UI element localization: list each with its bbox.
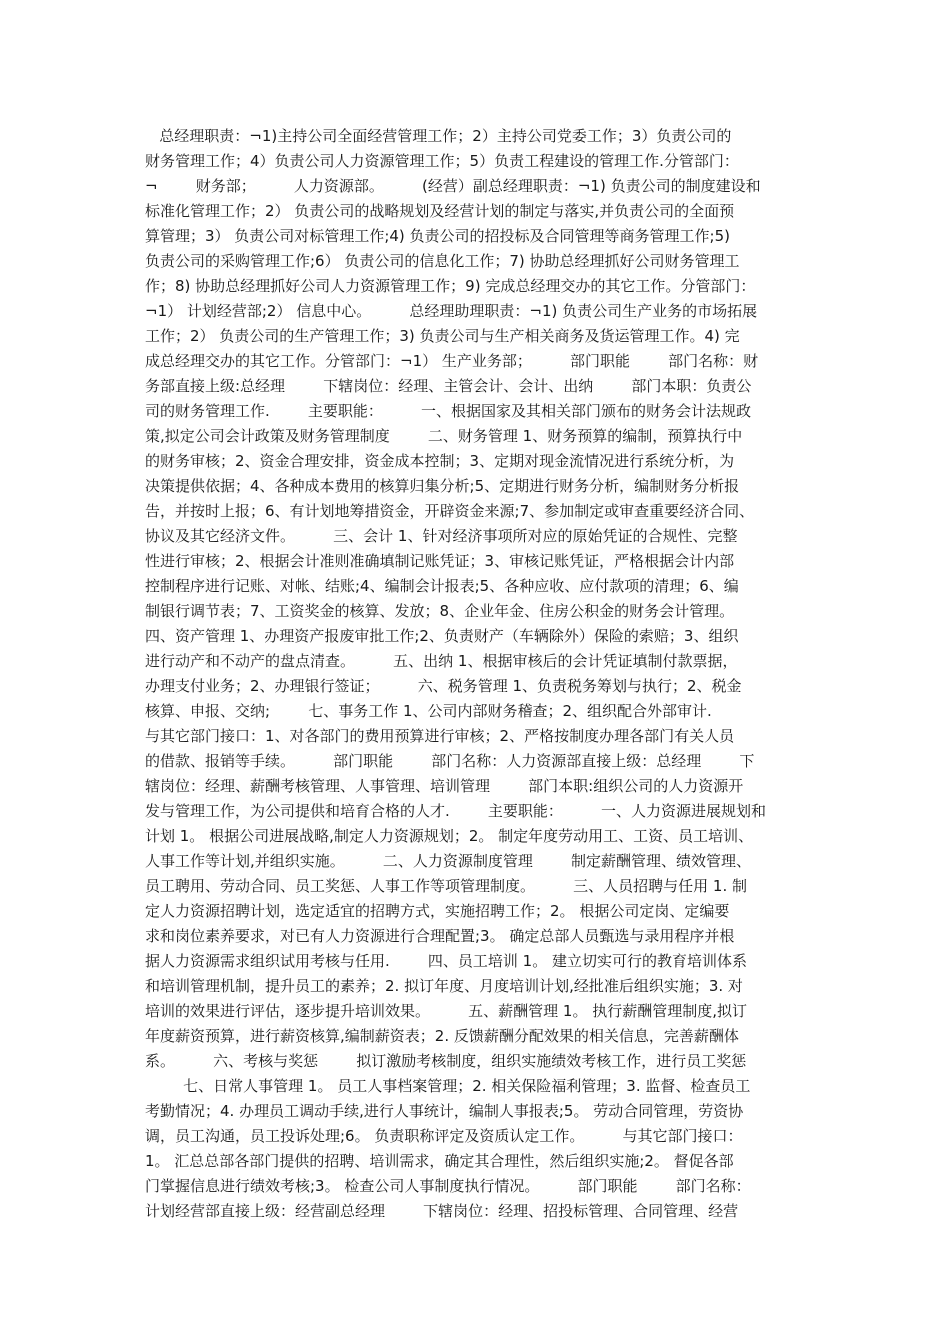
text-line: 财务管理工作；4）负责公司人力资源管理工作；5）负责工程建设的管理工作.分管部门： [145,152,739,170]
text-line: 算管理；3） 负责公司对标管理工作;4) 负责公司的招投标及合同管理等商务管理工作;5) [145,227,730,245]
text-line: 控制程序进行记账、对帐、结账;4、编制会计报表;5、各种应收、应付款项的清理；6、编 [145,577,739,595]
text-line: 和培训管理机制，提升员工的素养；2. 拟订年度、月度培训计划,经批准后组织实施；3. 对 [145,977,743,995]
text-line: ¬ 财务部； 人力资源部。 (经营）副总经理职责：¬1) 负责公司的制度建设和 [145,177,761,195]
text-line: 辖岗位：经理、薪酬考核管理、人事管理、培训管理 部门本职:组织公司的人力资源开 [145,777,744,795]
text-line: 负责公司的采购管理工作;6） 负责公司的信息化工作；7) 协助总经理抓好公司财务管理工 [145,252,740,270]
text-line: 的借款、报销等手续。 部门职能 部门名称：人力资源部直接上级：总经理 下 [145,752,755,770]
text-line: 调，员工沟通，员工投诉处理;6。 负责职称评定及资质认定工作。 与其它部门接口： [145,1127,743,1145]
text-line: 七、日常人事管理 1。 员工人事档案管理；2. 相关保险福利管理；3. 监督、检查员工 [145,1077,751,1095]
text-line: 据人力资源需求组织试用考核与任用. 四、员工培训 1。 建立切实可行的教育培训体系 [145,952,747,970]
text-line: 1。 汇总总部各部门提供的招聘、培训需求，确定其合理性，然后组织实施;2。 督促各部 [145,1152,734,1170]
text-line: 与其它部门接口：1、对各部门的费用预算进行审核；2、严格按制度办理各部门有关人员 [145,727,735,745]
text-line: 作；8) 协助总经理抓好公司人力资源管理工作；9) 完成总经理交办的其它工作。分管部门： [145,277,756,295]
text-line: 人事工作等计划,并组织实施。 二、人力资源制度管理 制定薪酬管理、绩效管理、 [145,852,752,870]
text-line: 系。 六、考核与奖惩 拟订激励考核制度，组织实施绩效考核工作，进行员工奖惩 [145,1052,747,1070]
text-line: 发与管理工作，为公司提供和培育合格的人才. 主要职能： 一、人力资源进展规划和 [145,802,767,820]
text-line: 司的财务管理工作. 主要职能： 一、根据国家及其相关部门颁布的财务会计法规政 [145,402,752,420]
text-line: 四、资产管理 1、办理资产报废审批工作;2、负责财产（车辆除外）保险的索赔；3、组织 [145,627,739,645]
text-line: 决策提供依据；4、各种成本费用的核算归集分析;5、定期进行财务分析，编制财务分析报 [145,477,740,495]
text-line: 计划 1。 根据公司进展战略,制定人力资源规划；2。 制定年度劳动用工、工资、员工培训、 [145,827,754,845]
text-line: 协议及其它经济文件。 三、会计 1、针对经济事项所对应的原始凭证的合规性、完整 [145,527,738,545]
text-line: 成总经理交办的其它工作。分管部门：¬1） 生产业务部； 部门职能 部门名称：财 [145,352,759,370]
text-line: 性进行审核；2、根据会计准则准确填制记账凭证；3、审核记账凭证，严格根据会计内部 [145,552,735,570]
text-line: 告，并按时上报；6、有计划地筹措资金，开辟资金来源;7、参加制定或审查重要经济合同、 [145,502,755,520]
text-line: 标准化管理工作；2） 负责公司的战略规划及经营计划的制定与落实,并负责公司的全面预 [145,202,735,220]
document-body [145,124,810,1224]
text-line: 门掌握信息进行绩效考核;3。 检查公司人事制度执行情况。 部门职能 部门名称： [145,1177,751,1195]
text-line: 进行动产和不动产的盘点清查。 五、出纳 1、根据审核后的会计凭证填制付款票据， [145,652,738,670]
text-line: 的财务审核；2、资金合理安排，资金成本控制；3、定期对现金流情况进行系统分析，为 [145,452,735,470]
text-line: 员工聘用、劳动合同、员工奖惩、人事工作等项管理制度。 三、人员招聘与任用 1. 制 [145,877,747,895]
text-line: 总经理职责：¬1)主持公司全面经营管理工作；2）主持公司党委工作；3）负责公司的 [145,127,732,145]
text-line: 制银行调节表；7、工资奖金的核算、发放；8、企业年金、住房公积金的财务会计管理。 [145,602,735,620]
text-line: 求和岗位素养要求，对已有人力资源进行合理配置;3。 确定总部人员甄选与录用程序并根 [145,927,735,945]
text-line: 定人力资源招聘计划，选定适宜的招聘方式，实施招聘工作；2。 根据公司定岗、定编要 [145,902,730,920]
text-line: 办理支付业务；2、办理银行签证； 六、税务管理 1、负责税务筹划与执行；2、税金 [145,677,742,695]
text-line: 培训的效果进行评估，逐步提升培训效果。 五、薪酬管理 1。 执行薪酬管理制度,拟订 [145,1002,747,1020]
text-line: 计划经营部直接上级：经营副总经理 下辖岗位：经理、招投标管理、合同管理、经营 [145,1202,739,1220]
text-line: 务部直接上级:总经理 下辖岗位：经理、主管会计、会计、出纳 部门本职：负责公 [145,377,752,395]
text-line: 核算、申报、交纳; 七、事务工作 1、公司内部财务稽查；2、组织配合外部审计. [145,702,712,720]
text-line: 年度薪资预算，进行薪资核算,编制薪资表；2. 反馈薪酬分配效果的相关信息，完善薪酬体 [145,1027,739,1045]
text-line: 工作；2） 负责公司的生产管理工作；3) 负责公司与生产相关商务及货运管理工作。4) 完 [145,327,740,345]
text-line: 策,拟定公司会计政策及财务管理制度 二、财务管理 1、财务预算的编制，预算执行中 [145,427,743,445]
text-line: ¬1） 计划经营部;2） 信息中心。 总经理助理职责：¬1) 负责公司生产业务的市场拓展 [145,302,758,320]
text-line: 考勤情况；4. 办理员工调动手续,进行人事统计，编制人事报表;5。 劳动合同管理，劳资协 [145,1102,744,1120]
